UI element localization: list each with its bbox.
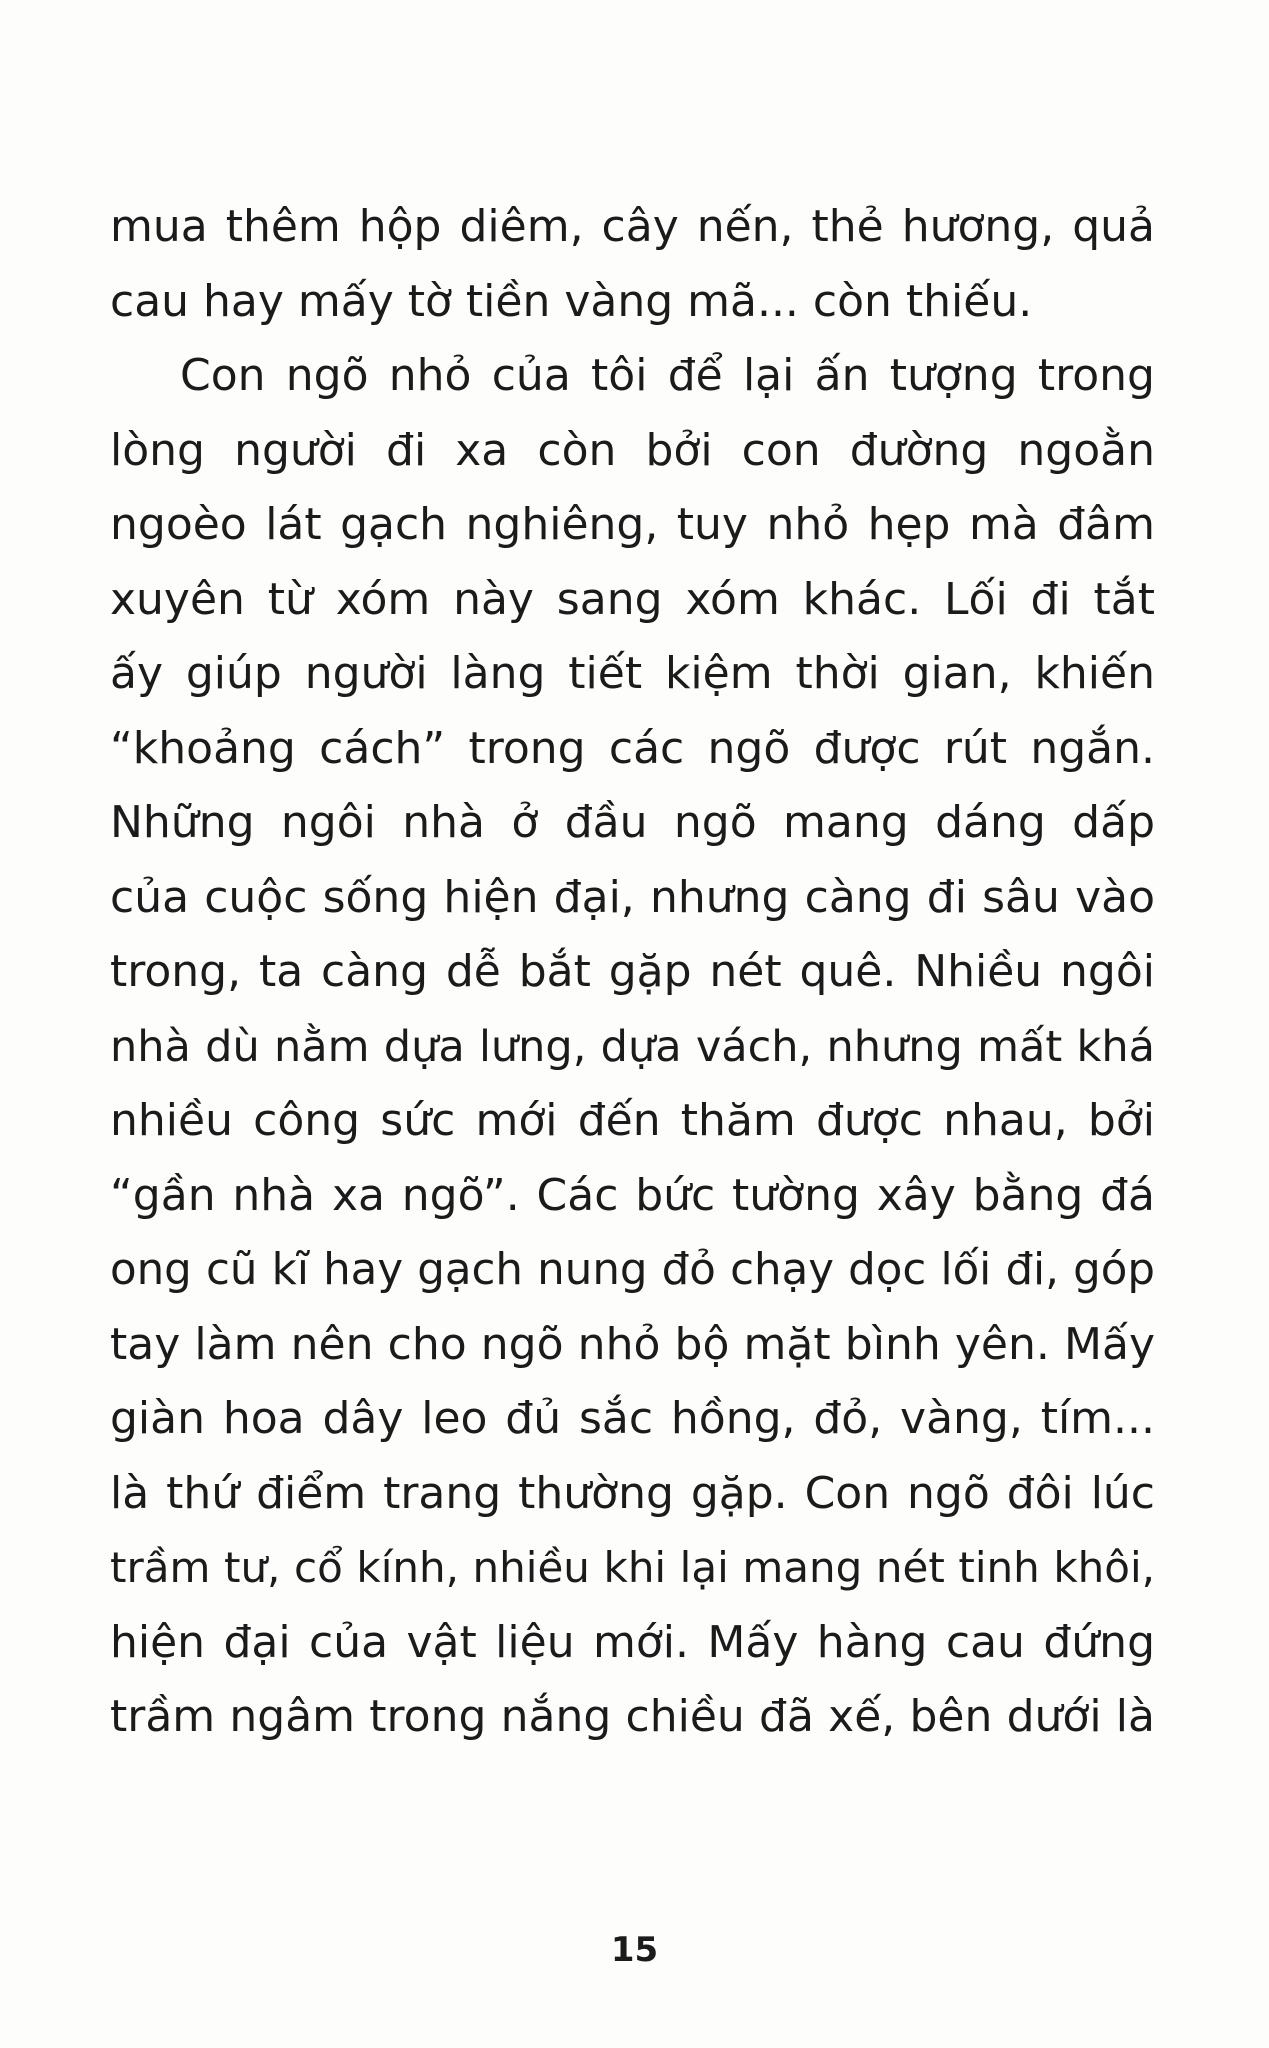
text-line: Những ngôi nhà ở đầu ngõ mang dáng dấp bbox=[110, 797, 1155, 848]
text-line: hiện đại của vật liệu mới. Mấy hàng cau đứng bbox=[110, 1616, 1155, 1668]
text-line: giàn hoa dây leo đủ sắc hồng, đỏ, vàng, tím... bbox=[110, 1393, 1155, 1444]
text-line: mua thêm hộp diêm, cây nến, thẻ hương, quả bbox=[110, 201, 1155, 252]
text-line: trầm tư, cổ kính, nhiều khi lại mang nét tinh khôi, bbox=[110, 1543, 1155, 1592]
body-text bbox=[110, 190, 1155, 1755]
page-number: 15 bbox=[610, 1930, 659, 1970]
text-line: ngoèo lát gạch nghiêng, tuy nhỏ hẹp mà đâm bbox=[110, 499, 1155, 550]
text-line: ấy giúp người làng tiết kiệm thời gian, khiến bbox=[110, 648, 1155, 699]
text-line: là thứ điểm trang thường gặp. Con ngõ đôi lúc bbox=[110, 1467, 1155, 1519]
text-line: xuyên từ xóm này sang xóm khác. Lối đi tắt bbox=[110, 573, 1155, 625]
text-line: trầm ngâm trong nắng chiều đã xế, bên dưới là bbox=[110, 1691, 1155, 1742]
text-line: “gần nhà xa ngõ”. Các bức tường xây bằng đá bbox=[110, 1169, 1155, 1221]
text-line: “khoảng cách” trong các ngõ được rút ngắn. bbox=[110, 722, 1155, 774]
text-line: của cuộc sống hiện đại, nhưng càng đi sâu vào bbox=[110, 871, 1155, 923]
text-line: trong, ta càng dễ bắt gặp nét quê. Nhiều ngôi bbox=[110, 946, 1155, 997]
text-line: nhiều công sức mới đến thăm được nhau, bởi bbox=[110, 1095, 1155, 1146]
text-line: cau hay mấy tờ tiền vàng mã... còn thiếu. bbox=[110, 275, 1033, 327]
text-line: tay làm nên cho ngõ nhỏ bộ mặt bình yên. Mấy bbox=[110, 1318, 1155, 1370]
paragraph-first-line: Con ngõ nhỏ của tôi để lại ấn tượng trong bbox=[180, 350, 1155, 401]
text-line: ong cũ kĩ hay gạch nung đỏ chạy dọc lối đi, góp bbox=[110, 1245, 1155, 1295]
text-line: nhà dù nằm dựa lưng, dựa vách, nhưng mất khá bbox=[110, 1021, 1155, 1072]
text-line: lòng người đi xa còn bởi con đường ngoằn bbox=[110, 424, 1155, 476]
